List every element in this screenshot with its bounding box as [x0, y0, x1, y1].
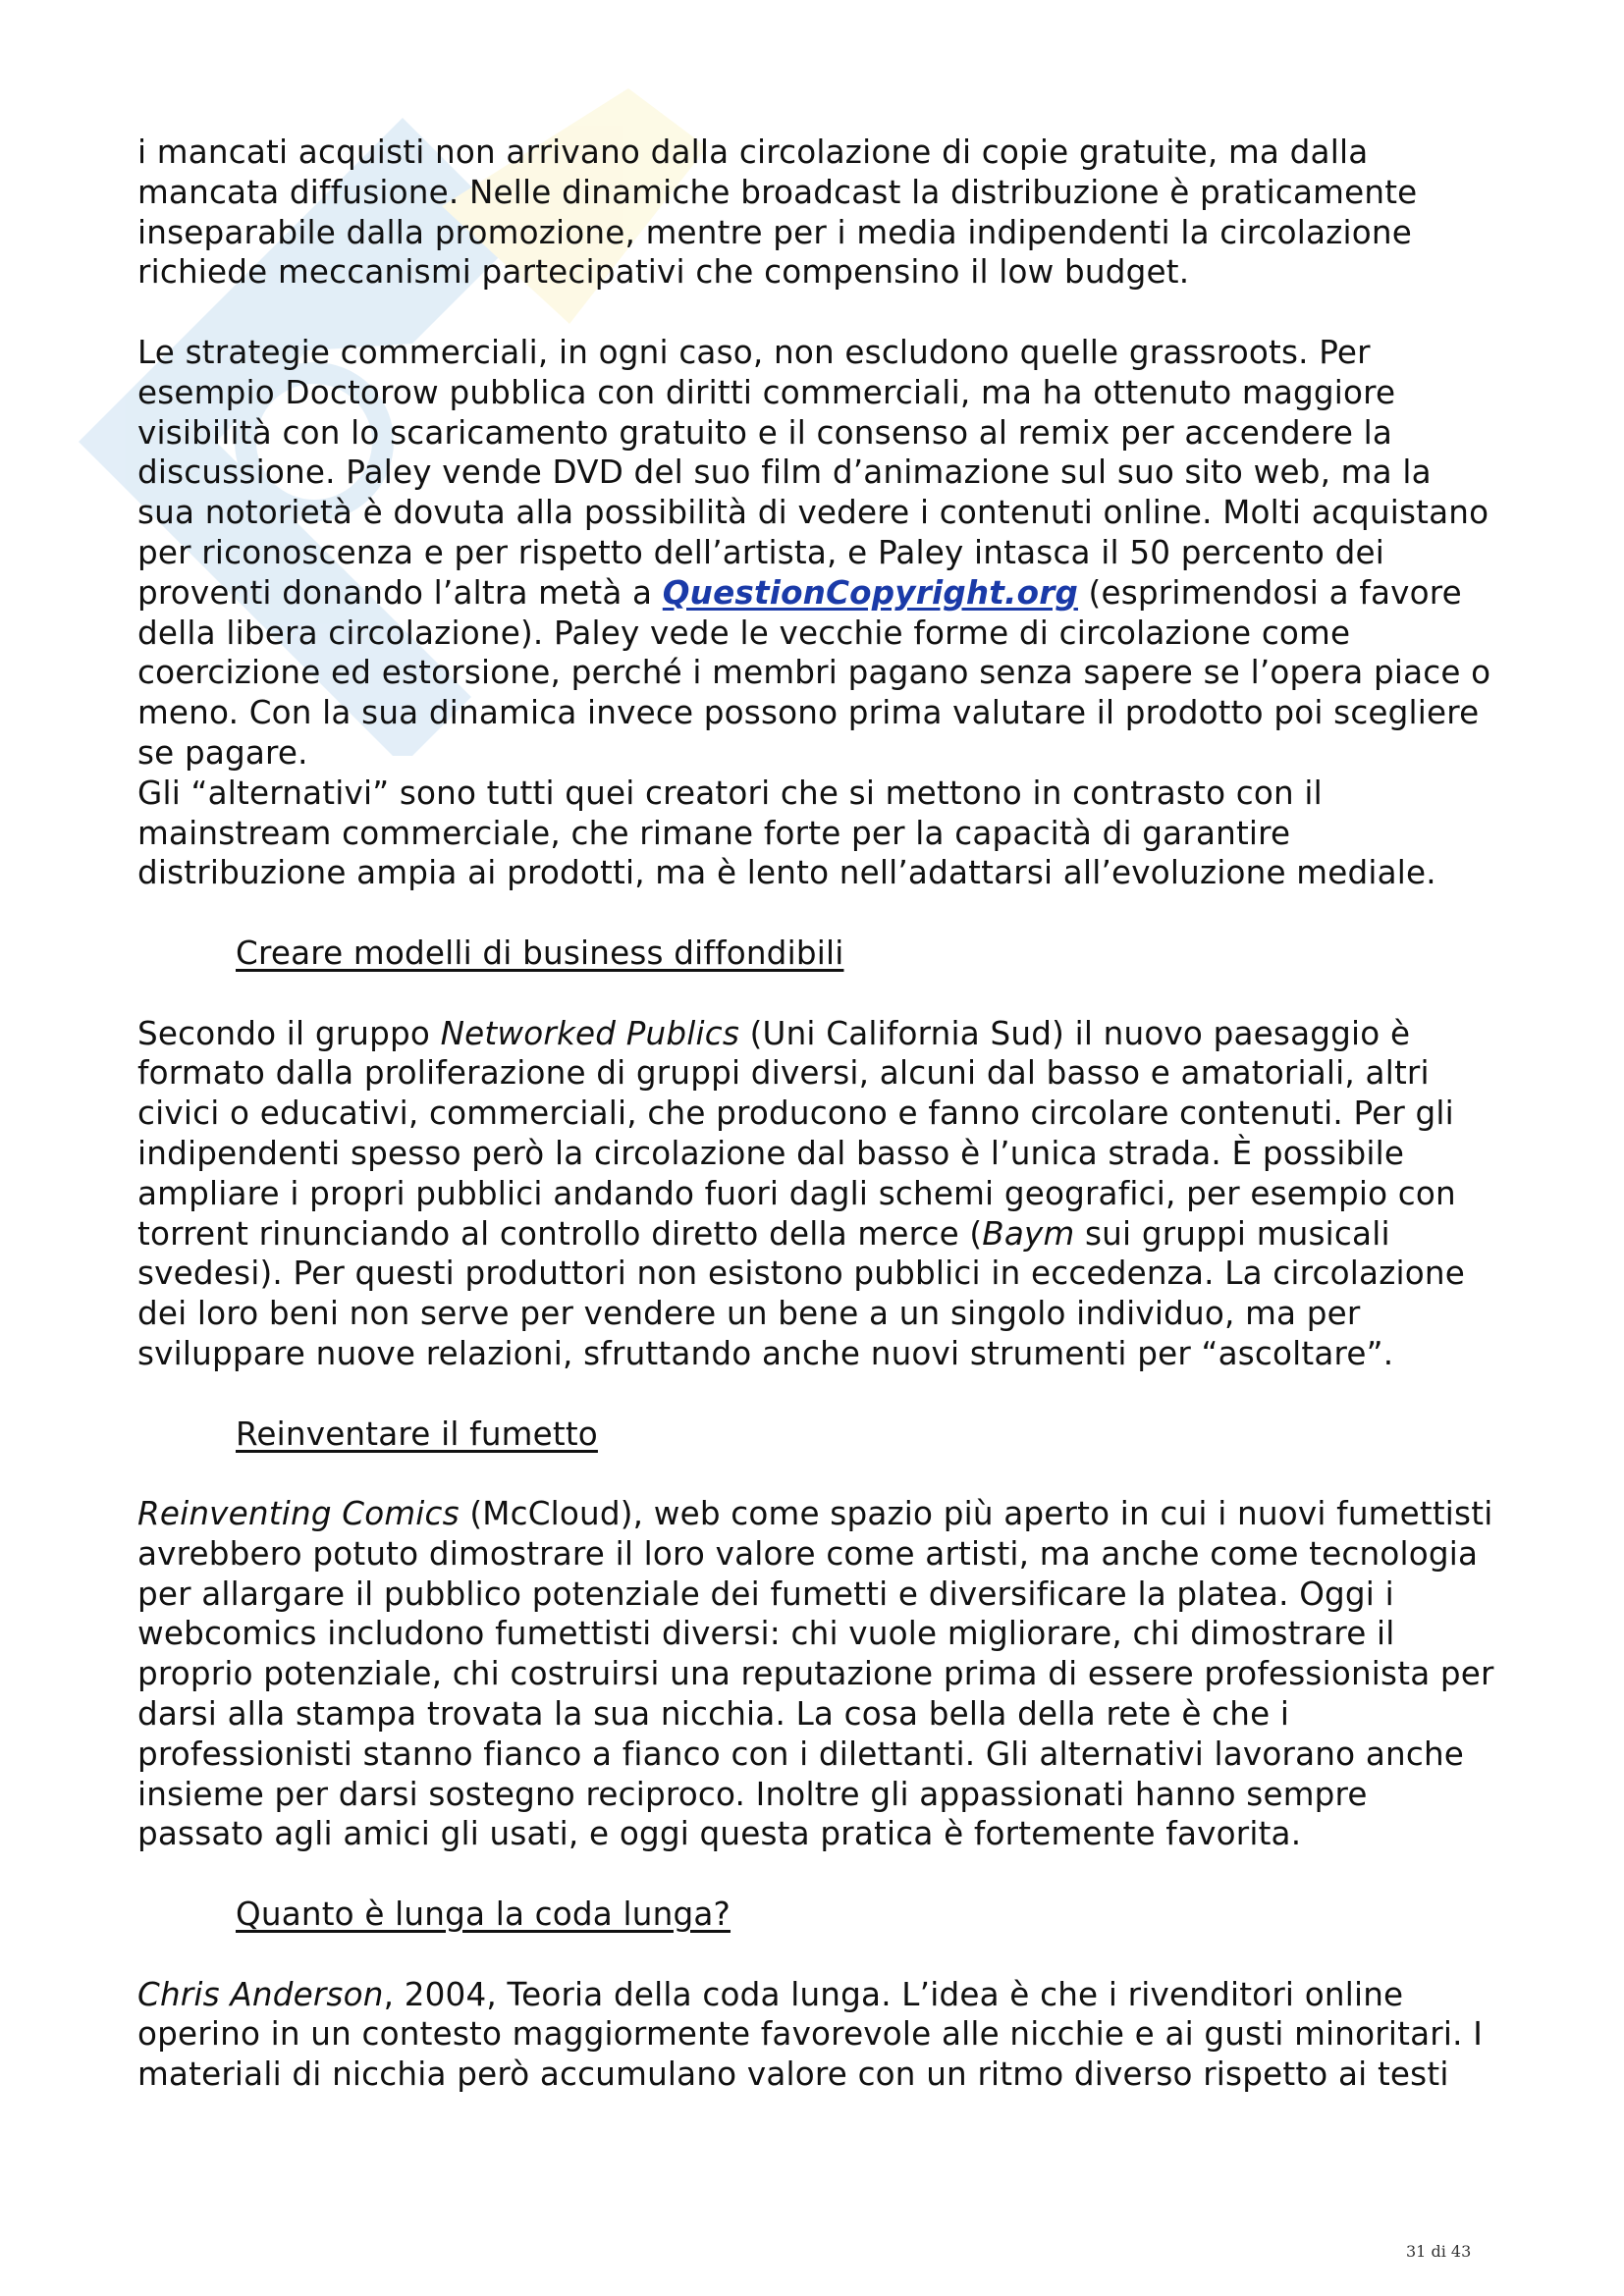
questioncopyright-link[interactable]: QuestionCopyright.org [662, 573, 1078, 612]
paragraph-6-italic: Chris Anderson [137, 1975, 384, 2013]
document-body [137, 133, 1497, 2095]
paragraph-2 [137, 333, 1497, 774]
paragraph-1: i mancati acquisti non arrivano dalla circolazione di copie gratuite, ma dalla mancata diffusione. Nelle dinamiche broadcast la distribuzione è praticamente inseparabile dalla promozione, mentre per i media indipendenti la circolazione richiede meccanismi partecipativi che compensino il low budget. [137, 133, 1418, 292]
page-number: 31 di 43 [1406, 2242, 1472, 2261]
paragraph-6 [137, 1975, 1497, 2095]
paragraph-4-text-c: sui gruppi musicali svedesi). Per questi produttori non esistono pubblici in eccedenza. La circolazione dei loro beni non serve per vendere un bene a un singolo individuo, ma per sviluppare nuove relazioni, sfruttando anche nuovi strumenti per “ascoltare”. [137, 1214, 1465, 1372]
paragraph-2-text-b: (esprimendosi a favore della libera circolazione). Paley vede le vecchie forme di circolazione come coercizione ed estorsione, perché i membri pagano senza sapere se l’opera piace o meno. Con la sua dinamica invece possono prima valutare il prodotto poi scegliere se pagare. [137, 573, 1491, 772]
paragraph-4-text-b: (Uni California Sud) il nuovo paesaggio è formato dalla proliferazione di gruppi diversi, alcuni dal basso e amatoriali, altri civici o educativi, commerciali, che producono e fanno circolare contenuti. Per gli indipendenti spesso però la circolazione dal basso è l’unica strada. È possibile ampliare i propri pubblici andando fuori dagli schemi geografici, per esempio con torrent rinunciando al controllo diretto della merce ( [137, 1014, 1456, 1253]
paragraph-4-italic-1: Networked Publics [440, 1014, 740, 1052]
paragraph-5 [137, 1494, 1497, 1854]
paragraph-2-text-a: Le strategie commerciali, in ogni caso, non escludono quelle grassroots. Per esempio Doctorow pubblica con diritti commerciali, ma ha ottenuto maggiore visibilità con lo scaricamento gratuito e il consenso al remix per accendere la discussione. Paley vende DVD del suo film d’animazione sul suo sito web, ma la sua notorietà è dovuta alla possibilità di vedere i contenuti online. Molti acquistano per riconoscenza e per rispetto dell’artista, e Paley intasca il 50 percento dei proventi donando l’altra metà a [137, 333, 1489, 612]
paragraph-5-text: (McCloud), web come spazio più aperto in cui i nuovi fumettisti avrebbero potuto dimostrare il loro valore come artisti, ma anche come tecnologia per allargare il pubblico potenziale dei fumetti e diversificare la platea. Oggi i webcomics includono fumettisti diversi: chi vuole migliorare, chi dimostrare il proprio potenziale, chi costruirsi una reputazione prima di essere professionista per darsi alla stampa trovata la sua nicchia. La cosa bella della rete è che i professionisti stanno fianco a fianco con i dilettanti. Gli alternativi lavorano anche insieme per darsi sostegno reciproco. Inoltre gli appassionati hanno sempre passato agli amici gli usati, e oggi questa pratica è fortemente favorita. [137, 1495, 1494, 1853]
paragraph-3: Gli “alternativi” sono tutti quei creatori che si mettono in contrasto con il mainstream commerciale, che rimane forte per la capacità di garantire distribuzione ampia ai prodotti, ma è lento nell’adattarsi all’evoluzione mediale. [137, 774, 1436, 892]
paragraph-4-text-a: Secondo il gruppo [137, 1014, 441, 1052]
section-heading-business: Creare modelli di business diffondibili [236, 934, 844, 972]
section-heading-fumetto: Reinventare il fumetto [236, 1415, 598, 1453]
paragraph-6-text: , 2004, Teoria della coda lunga. L’idea è che i rivenditori online operino in un contesto maggiormente favorevole alle nicchie e ai gusti minoritari. I materiali di nicchia però accumulano valore con un ritmo diverso rispetto ai testi [137, 1975, 1484, 2094]
paragraph-4 [137, 1014, 1497, 1374]
paragraph-5-italic: Reinventing Comics [137, 1495, 460, 1533]
paragraph-4-italic-2: Baym [982, 1214, 1075, 1253]
section-heading-coda-lunga: Quanto è lunga la coda lunga? [236, 1896, 731, 1934]
